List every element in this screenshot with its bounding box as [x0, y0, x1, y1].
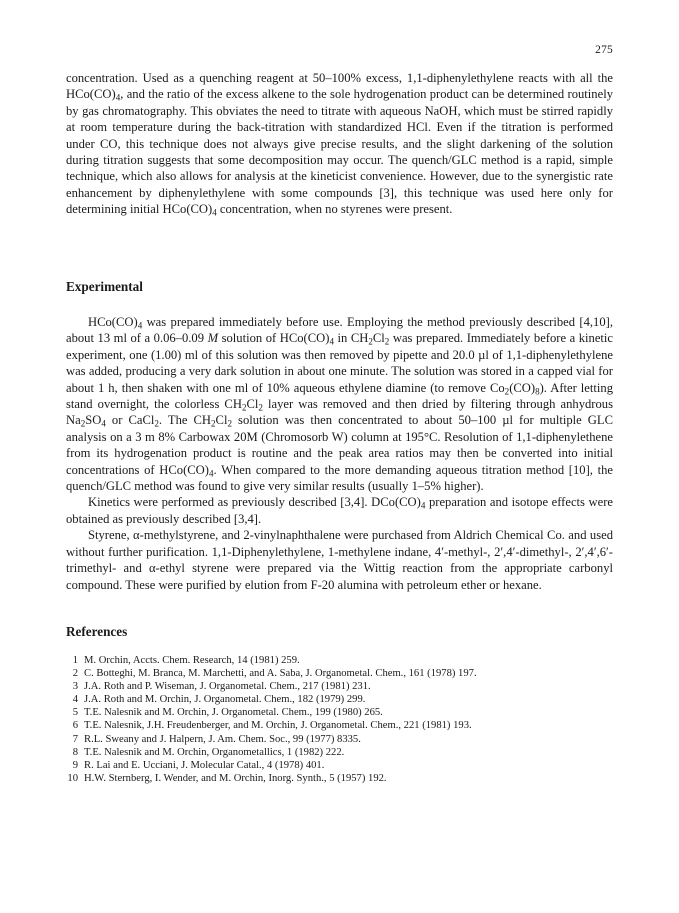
reference-item	[60, 772, 620, 785]
text-run: preparation and isotope effects were obtained as previously described [3,4].	[66, 495, 613, 526]
reference-item	[60, 719, 620, 732]
reference-text: C. Botteghi, M. Branca, M. Marchetti, and A. Saba, J. Organometal. Chem., 161 (1978) 197.	[84, 668, 477, 680]
reference-text: T.E. Nalesnik and M. Orchin, J. Organometal. Chem., 199 (1980) 265.	[84, 707, 383, 719]
italic-unit: M	[207, 331, 219, 346]
text-run: concentration. Used as a quenching reagent at 50–100% excess, 1,1-diphenylethylene reacts with all the HCo(CO)	[66, 71, 613, 102]
text-run: layer was removed and then dried by filtering through anhydrous Na	[66, 397, 613, 428]
reference-number: 8	[72, 746, 78, 758]
text-run: was prepared immediately before use. Employing the method previously described [4,10], about 13 ml of a 0.06–0.09	[66, 315, 613, 346]
subscript: 4	[329, 336, 334, 347]
text-run: . The CH	[158, 413, 212, 428]
reference-text: T.E. Nalesnik, J.H. Freudenberger, and M. Orchin, J. Organometal. Chem., 221 (1981) 193.	[84, 720, 472, 732]
subscript: 4	[208, 467, 214, 478]
experimental-heading: Experimental	[66, 279, 143, 294]
reference-number: 4	[72, 694, 78, 706]
reference-item	[60, 759, 620, 772]
text-run: (CO)	[509, 380, 536, 395]
text-run: in CH	[333, 331, 369, 346]
subscript: 4	[115, 92, 121, 103]
reference-text: R. Lai and E. Ucciani, J. Molecular Catal., 4 (1978) 401.	[84, 759, 325, 771]
reference-item	[60, 654, 620, 667]
intro-paragraph	[66, 70, 613, 218]
subscript: 4	[420, 500, 426, 511]
reference-number: 5	[72, 707, 78, 719]
subscript: 4	[137, 320, 143, 331]
reference-number: 10	[67, 772, 78, 784]
reference-number: 2	[72, 668, 78, 680]
reference-number: 1	[72, 655, 78, 666]
subscript: 2	[368, 336, 373, 347]
experimental-paragraph-3	[66, 527, 613, 593]
references-heading: References	[66, 624, 128, 639]
reference-text: H.W. Sternberg, I. Wender, and M. Orchin, Inorg. Synth., 5 (1957) 192.	[84, 772, 387, 784]
text-run: Cl	[372, 331, 385, 346]
experimental-paragraph-2	[66, 494, 613, 527]
reference-text: M. Orchin, Accts. Chem. Research, 14 (1981) 259.	[84, 655, 300, 666]
subscript: 4	[212, 207, 217, 218]
subscript: 2	[154, 418, 159, 429]
text-run: Kinetics were performed as previously described [3,4]. DCo(CO)	[88, 495, 421, 510]
reference-number: 9	[72, 759, 78, 771]
text-run: , and the ratio of the excess alkene to the sole hydrogenation product can be determined routinely by gas chromatography. This obviates the need to titrate with aqueous NaOH, which must be stirred rapidly at room temperature during the back-titration with standardized HCl. Even if the titration is performed under CO, this technique does not always give precise results, and the slight darkening of the solution during titration suggests that some decomposition may occur. The quench/GLC method is a rapid, simple technique, which also allows for analysis at the kineticist convenience. However, due to the synergistic rate enhancement by diphenylethylene with some compounds [3], this technique was used here only for determining initial HCo(CO)	[66, 87, 613, 217]
reference-item	[60, 706, 620, 719]
text-run: ). After letting stand overnight, the colorless CH	[66, 380, 613, 412]
text-run: concentration, when no styrenes were present.	[216, 202, 453, 217]
reference-number: 7	[72, 733, 78, 745]
subscript: 2	[258, 402, 263, 413]
reference-item	[60, 680, 620, 693]
subscript: 2	[211, 418, 216, 429]
reference-item	[60, 693, 620, 706]
text-run: HCo(CO)	[88, 315, 138, 329]
subscript: 2	[80, 418, 86, 429]
subscript: 2	[241, 402, 247, 413]
reference-item	[60, 733, 620, 746]
text-run: SO	[85, 413, 102, 428]
page-number: 275	[595, 44, 613, 56]
references-list	[60, 654, 620, 785]
text-run: Styrene, α-methylstyrene, and 2-vinylnaphthalene were purchased from Aldrich Chemical Co. and used without further purification. 1,1-Diphenylethylene, 1-methylene indane, 4′-methyl-, 2′,4′-dimethyl-, 2′,4′,6′-trimethyl- and α-ethyl styrene were prepared via the Wittig reaction from the appropriate carbonyl compound. These were purified by elution from F-20 alumina with petroleum ether or hexane.	[66, 528, 613, 592]
reference-text: J.A. Roth and M. Orchin, J. Organometal. Chem., 182 (1979) 299.	[84, 694, 366, 706]
reference-item	[60, 746, 620, 759]
experimental-section	[66, 314, 613, 593]
experimental-paragraph-1	[66, 314, 613, 494]
text-run: was prepared. Immediately before a kinetic experiment, one (1.00) ml of this solution was then removed by pipette and 20.0 µl of 1,1-diphenylethylene was added, producing a very dark solution in about one minute. The solution was stored in a capped vial for about 1 h, then shaken with one ml of 10% aqueous ethylene diamine (to remove Co	[66, 331, 613, 395]
text-run: or CaCl	[105, 413, 155, 428]
reference-text: T.E. Nalesnik and M. Orchin, Organometallics, 1 (1982) 222.	[84, 746, 345, 758]
subscript: 8	[535, 385, 540, 396]
subscript: 2	[384, 336, 390, 347]
text-run: Cl	[246, 397, 259, 412]
text-run: solution of HCo(CO)	[218, 331, 330, 346]
subscript: 2	[504, 385, 510, 396]
reference-number: 3	[72, 681, 78, 693]
reference-text: J.A. Roth and P. Wiseman, J. Organometal. Chem., 217 (1981) 231.	[84, 681, 371, 693]
text-run: solution was then concentrated to about 50–100 µl for multiple GLC analysis on a 3 m 8% Carbowax 20M (Chromosorb W) column at 195°C. Resolution of 1,1-diphenylethene from its hydrogenation product is routine and the peak area ratios may then be converted into initial concentrations of HCo(CO)	[66, 413, 613, 477]
subscript: 2	[227, 418, 232, 429]
subscript: 4	[101, 418, 106, 429]
reference-item	[60, 667, 620, 680]
reference-number: 6	[72, 720, 78, 732]
text-run: . When compared to the more demanding aqueous titration method [10], the quench/GLC method was found to give very similar results (usually 1–5% higher).	[66, 462, 613, 494]
reference-text: R.L. Sweany and J. Halpern, J. Am. Chem. Soc., 99 (1977) 8335.	[84, 733, 361, 745]
text-run: Cl	[215, 413, 228, 428]
